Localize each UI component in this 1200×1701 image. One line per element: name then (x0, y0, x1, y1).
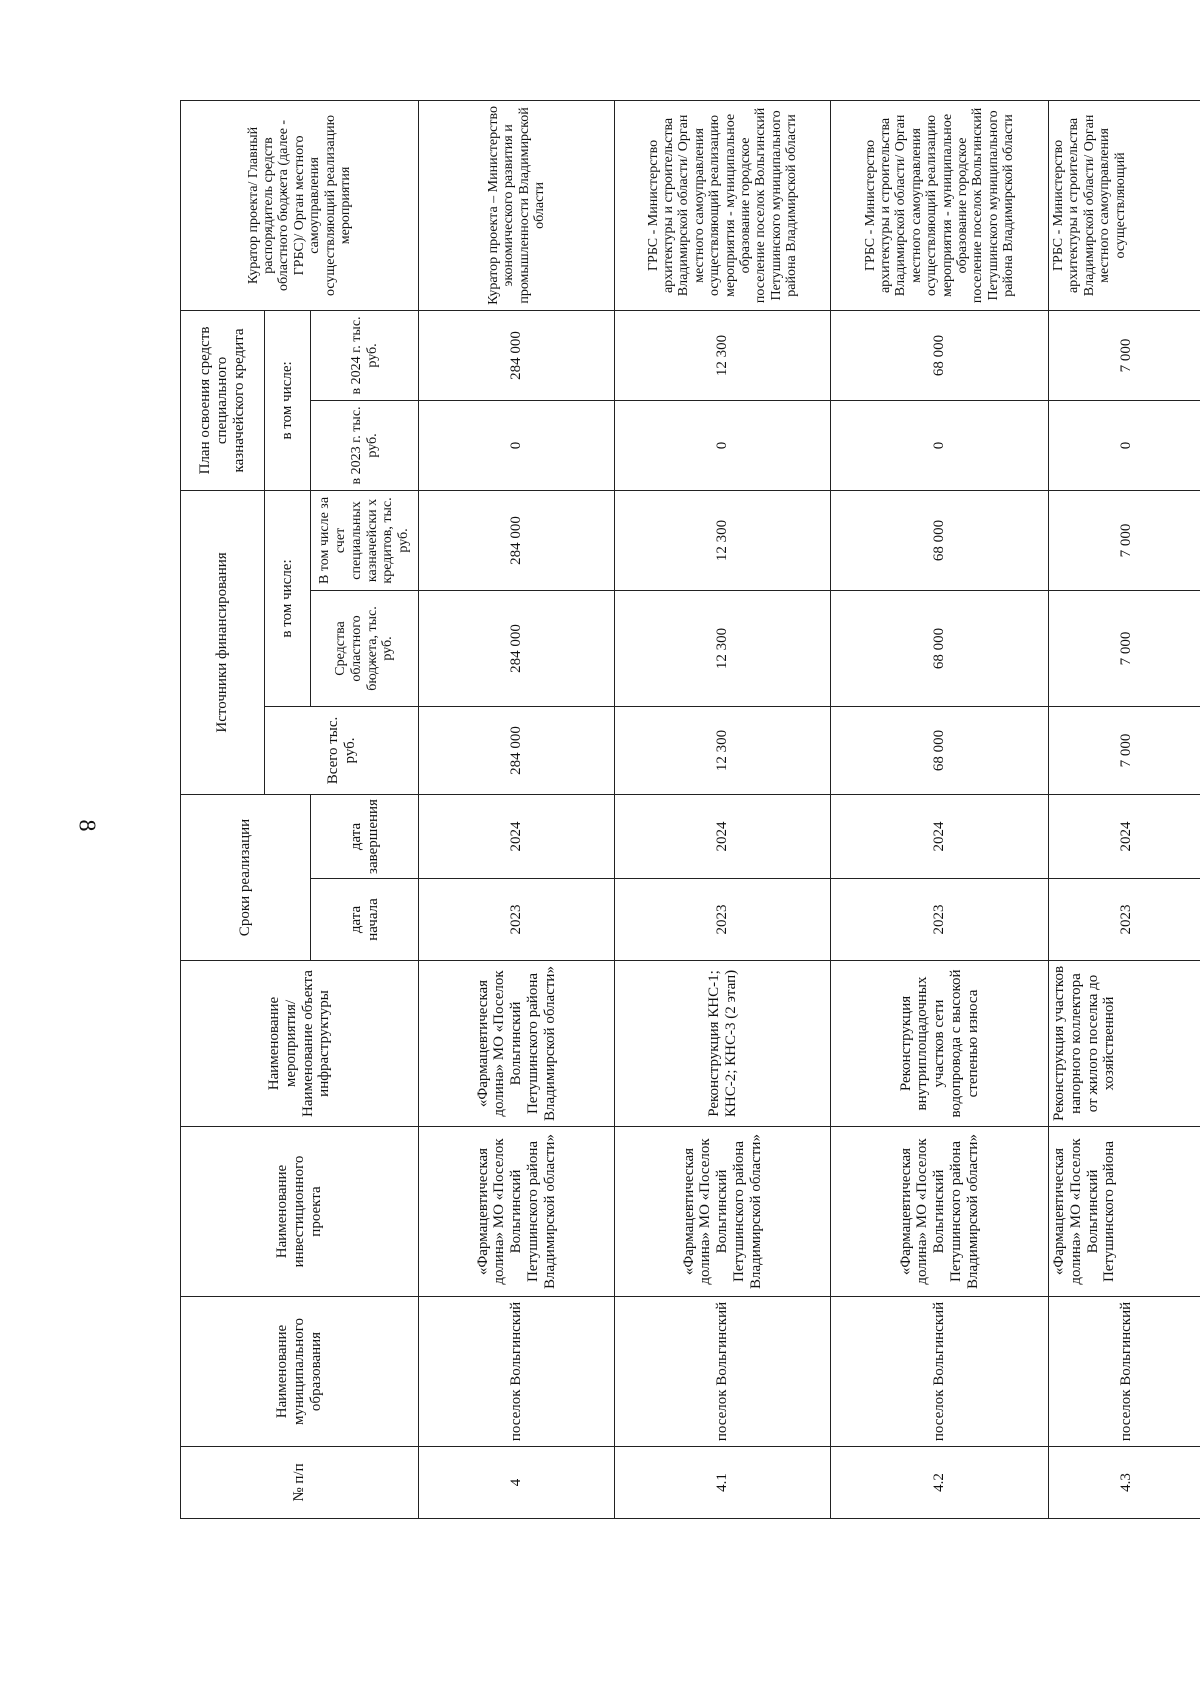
cell-num: 4 (419, 1447, 615, 1519)
cell-end: 2024 (419, 794, 615, 878)
cell-2023: 0 (419, 400, 615, 490)
header-plan: План освоения средств специального казначейского кредита (181, 310, 265, 490)
cell-2023: 0 (615, 400, 831, 490)
header-project: Наименование инвестиционного проекта (181, 1127, 419, 1297)
cell-end: 2024 (1049, 794, 1200, 878)
cell-treasury: 12 300 (615, 490, 831, 590)
header-total: Всего тыс. руб. (265, 706, 419, 794)
cell-start: 2023 (419, 879, 615, 961)
cell-regional: 12 300 (615, 590, 831, 706)
cell-curator: ГРБС - Министерство архитектуры и строительства Владимирской области/ Орган местного самоуправления осуществляющий реализацию мероприятия - муниципальное образование городское поселение поселок Вольгинский Петушинского муниципального района Владимирской области (615, 100, 831, 310)
header-treasury: В том числе за счет специальных казначейски х кредитов, тыс. руб. (311, 490, 419, 590)
table-row (615, 100, 831, 1518)
cell-treasury: 68 000 (831, 490, 1049, 590)
cell-end: 2024 (831, 794, 1049, 878)
cell-project: «Фармацевтическая долина» МО «Поселок Вольгинский Петушинского района Владимирской области» (615, 1127, 831, 1297)
cell-regional: 7 000 (1049, 590, 1200, 706)
cell-project: «Фармацевтическая долина» МО «Поселок Вольгинский Петушинского района Владимирской области» (419, 1127, 615, 1297)
cell-start: 2023 (615, 879, 831, 961)
cell-activity: «Фармацевтическая долина» МО «Поселок Вольгинский Петушинского района Владимирской области» (419, 961, 615, 1127)
header-activity: Наименование мероприятия/ Наименование объекта инфраструктуры (181, 961, 419, 1127)
cell-total: 68 000 (831, 706, 1049, 794)
header-num: № п/п (181, 1447, 419, 1519)
cell-num: 4.1 (615, 1447, 831, 1519)
cell-total: 7 000 (1049, 706, 1200, 794)
cell-project: «Фармацевтическая долина» МО «Поселок Вольгинский Петушинского района (1049, 1127, 1200, 1297)
financing-table (180, 100, 1200, 1519)
cell-regional: 68 000 (831, 590, 1049, 706)
cell-activity: Реконструкция участков напорного коллектора от жилого поселка до хозяйственной (1049, 961, 1200, 1127)
header-regional: Средства областного бюджета, тыс. руб. (311, 590, 419, 706)
header-municipality: Наименование муниципального образования (181, 1297, 419, 1447)
table-row (1049, 100, 1200, 1518)
cell-activity: Реконструкция КНС-1; КНС-2; КНС-3 (2 этап) (615, 961, 831, 1127)
cell-2024: 7 000 (1049, 310, 1200, 400)
cell-start: 2023 (831, 879, 1049, 961)
cell-municipality: поселок Вольгинский (1049, 1297, 1200, 1447)
header-end: дата завершения (311, 794, 419, 878)
header-year-2024: в 2024 г. тыс. руб. (311, 310, 419, 400)
cell-activity: Реконструкция внутриплощадочных участков сети водопровода с высокой степенью износа (831, 961, 1049, 1127)
header-sources: Источники финансирования (181, 490, 265, 794)
cell-2023: 0 (1049, 400, 1200, 490)
cell-treasury: 284 000 (419, 490, 615, 590)
table-row (419, 100, 615, 1518)
header-including: в том числе: (265, 490, 311, 706)
cell-total: 284 000 (419, 706, 615, 794)
header-terms: Сроки реализации (181, 794, 311, 960)
page-number: 8 (73, 819, 100, 832)
cell-2024: 12 300 (615, 310, 831, 400)
cell-curator: Куратор проекта – Министерство экономического развития и промышленности Владимирской области (419, 100, 615, 310)
header-start: дата начала (311, 879, 419, 961)
cell-num: 4.2 (831, 1447, 1049, 1519)
cell-municipality: поселок Вольгинский (615, 1297, 831, 1447)
cell-curator: ГРБС - Министерство архитектуры и строительства Владимирской области/ Орган местного самоуправления осуществляющий реализацию мероприятия - муниципальное образование городское поселение поселок Вольгинский Петушинского муниципального района Владимирской области (831, 100, 1049, 310)
cell-treasury: 7 000 (1049, 490, 1200, 590)
cell-project: «Фармацевтическая долина» МО «Поселок Вольгинский Петушинского района Владимирской области» (831, 1127, 1049, 1297)
header-year-2023: в 2023 г. тыс. руб. (311, 400, 419, 490)
table-row (831, 100, 1049, 1518)
cell-2024: 284 000 (419, 310, 615, 400)
cell-end: 2024 (615, 794, 831, 878)
header-curator: Куратор проекта/ Главный распорядитель средств областного бюджета (далее - ГРБС)/ Орган местного самоуправления осуществляющий реализацию мероприятия (181, 100, 419, 310)
cell-start: 2023 (1049, 879, 1200, 961)
cell-2023: 0 (831, 400, 1049, 490)
cell-curator: ГРБС - Министерство архитектуры и строительства Владимирской области/ Орган местного самоуправления осуществляющий (1049, 100, 1200, 310)
cell-total: 12 300 (615, 706, 831, 794)
cell-municipality: поселок Вольгинский (419, 1297, 615, 1447)
rotated-table-container (180, 101, 1200, 1519)
cell-regional: 284 000 (419, 590, 615, 706)
cell-num: 4.3 (1049, 1447, 1200, 1519)
cell-2024: 68 000 (831, 310, 1049, 400)
header-plan-including: в том числе: (265, 310, 311, 490)
cell-municipality: поселок Вольгинский (831, 1297, 1049, 1447)
